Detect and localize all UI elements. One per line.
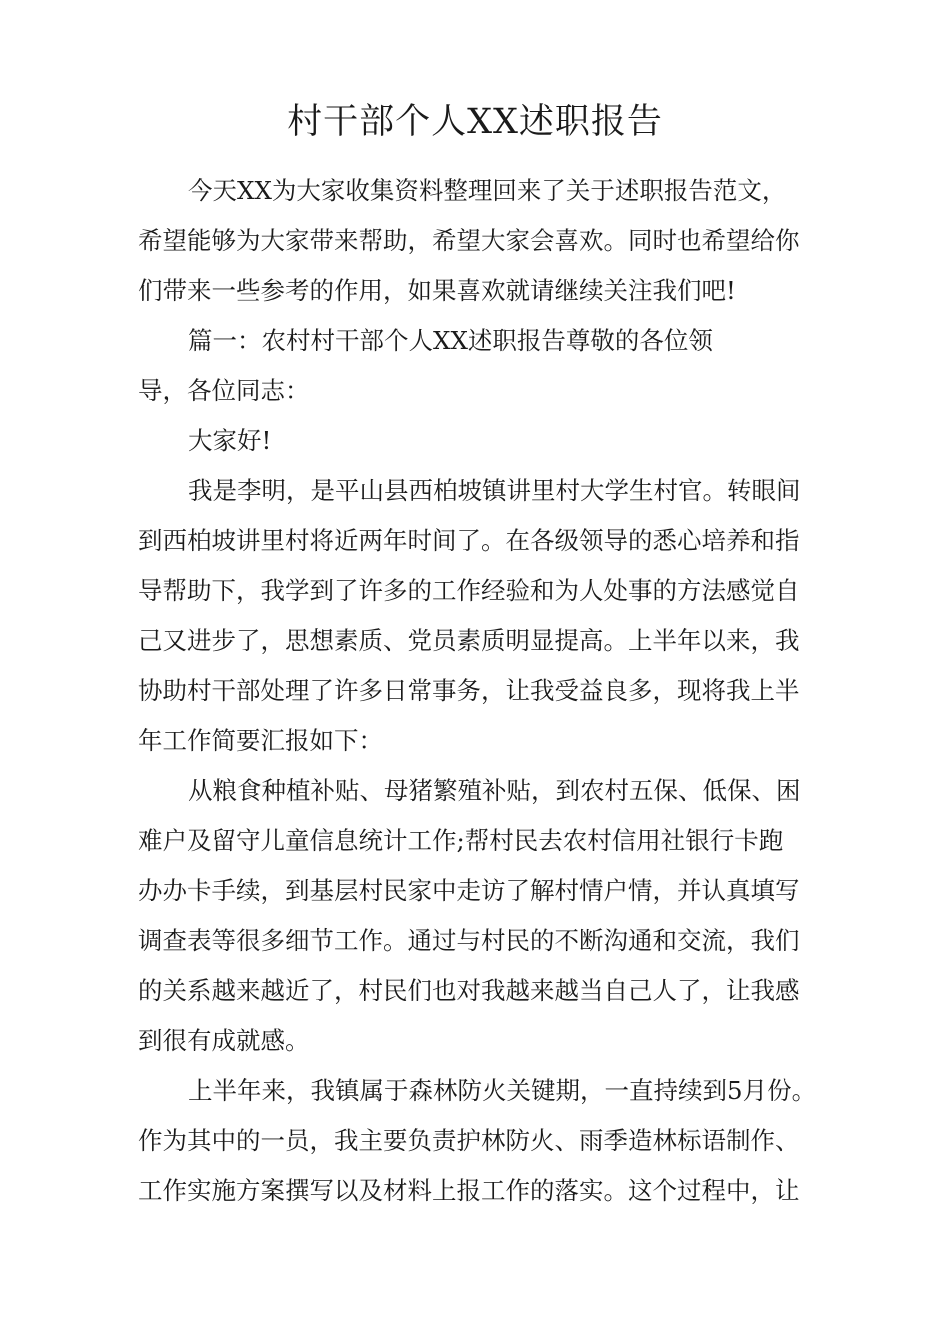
text-line: 作为其中的一员，我主要负责护林防火、雨季造林标语制作、 xyxy=(138,1126,800,1155)
text-line: 的关系越来越近了，村民们也对我越来越当自己人了，让我感 xyxy=(138,976,800,1005)
text-line: 年工作简要汇报如下： xyxy=(138,726,383,755)
text-line: 到西柏坡讲里村将近两年时间了。在各级领导的悉心培养和指 xyxy=(138,526,800,555)
text-line: 从粮食种植补贴、母猪繁殖补贴，到农村五保、低保、困 xyxy=(188,776,801,805)
text-line: 到很有成就感。 xyxy=(138,1026,310,1055)
text-line: 己又进步了，思想素质、党员素质明显提高。上半年以来，我 xyxy=(138,626,800,655)
text-line: 导，各位同志： xyxy=(138,376,310,405)
text-line: 我是李明，是平山县西柏坡镇讲里村大学生村官。转眼间 xyxy=(188,476,801,505)
text-line: 们带来一些参考的作用，如果喜欢就请继续关注我们吧! xyxy=(138,276,736,305)
document-body xyxy=(138,166,878,1216)
text-line: 上半年来，我镇属于森林防火关键期，一直持续到5月份。 xyxy=(188,1076,817,1105)
text-line: 办办卡手续，到基层村民家中走访了解村情户情，并认真填写 xyxy=(138,876,800,905)
text-line: 篇一：农村村干部个人XX述职报告尊敬的各位领 xyxy=(188,326,713,355)
document-title: 村干部个人XX述职报告 xyxy=(287,102,663,142)
text-line: 希望能够为大家带来帮助，希望大家会喜欢。同时也希望给你 xyxy=(138,226,800,255)
text-line: 调查表等很多细节工作。通过与村民的不断沟通和交流，我们 xyxy=(138,926,800,955)
text-line: 今天XX为大家收集资料整理回来了关于述职报告范文， xyxy=(188,176,787,205)
text-line: 大家好! xyxy=(188,426,272,455)
text-line: 难户及留守儿童信息统计工作;帮村民去农村信用社银行卡跑 xyxy=(138,826,784,855)
text-line: 协助村干部处理了许多日常事务，让我受益良多，现将我上半 xyxy=(138,676,800,705)
text-line: 工作实施方案撰写以及材料上报工作的落实。这个过程中，让 xyxy=(138,1176,800,1205)
text-line: 导帮助下，我学到了许多的工作经验和为人处事的方法感觉自 xyxy=(138,576,800,605)
